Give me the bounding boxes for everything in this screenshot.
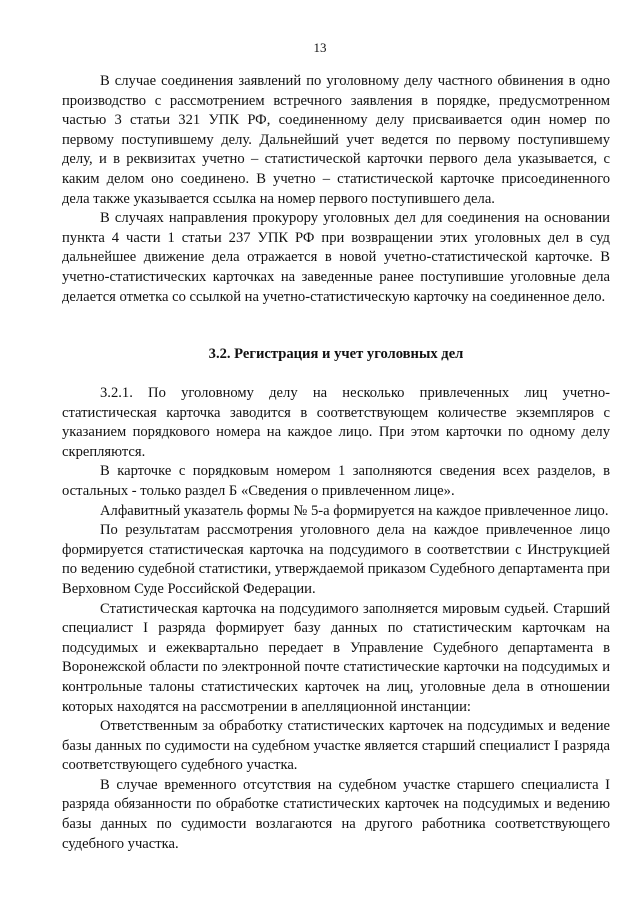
page-number: 13 (313, 40, 327, 55)
paragraph: В случае временного отсутствия на судебном участке старшего специалиста I разряда обязанности по обработке статистических карточек на подсудимых и ведению базы данных по судимости возлагаются на другого работника соответствующего судебного участка. (62, 776, 610, 852)
paragraph: В карточке с порядковым номером 1 заполняются сведения всех разделов, в остальных - только раздел Б «Сведения о привлеченном лице». (62, 463, 610, 499)
paragraph: В случаях направления прокурору уголовных дел для соединения на основании пункта 4 части 1 статьи 237 УПК РФ при возвращении этих уголовных дел в суд дальнейшее движение дела отражается в новой учетно-статистической карточке. В учетно-статистических карточках на заведенные ранее поступившие уголовные дела делается отметка со ссылкой на учетно-статистическую карточку на соединенное дело. (62, 210, 610, 305)
paragraph: Ответственным за обработку статистических карточек на подсудимых и ведение базы данных по судимости на судебном участке является старший специалист I разряда соответствующего судебного участка. (62, 718, 610, 774)
section-registration (62, 384, 610, 854)
section-heading: 3.2. Регистрация и учет уголовных дел (208, 346, 464, 362)
paragraph: В случае соединения заявлений по уголовному делу частного обвинения в одно производство с рассмотрением встречного заявления в порядке, предусмотренном частью 3 статьи 321 УПК РФ, соединенному делу присваивается один номер по первому поступившему делу. Дальнейший учет ведется по первому поступившему делу, и в реквизитах учетно – статистической карточки первого дела указывается, с каким делом оно соединено. В учетно – статистической карточке присоединенного дела также указывается ссылка на номер первого поступившего дела. (62, 73, 610, 207)
paragraph: Алфавитный указатель формы № 5-а формируется на каждое привлеченное лицо. (100, 502, 609, 519)
paragraph: По результатам рассмотрения уголовного дела на каждое привлеченное лицо формируется статистическая карточка на подсудимого в соответствии с Инструкцией по ведению судебной статистики, утверждаемой приказом Судебного департамента при Верховном Суде Российской Федерации. (62, 522, 610, 597)
paragraph: 3.2.1. По уголовному делу на несколько привлеченных лиц учетно-статистическая карточка заводится в соответствующем количестве экземпляров с указанием порядкового номера на каждое лицо. При этом карточки по одному делу скрепляются. (62, 385, 610, 460)
section-intro (62, 72, 610, 307)
paragraph: Статистическая карточка на подсудимого заполняется мировым судьей. Старший специалист I разряда формирует базу данных по статистическим карточкам на подсудимых и ежеквартально передает в Управление Судебного департамента в Воронежской области по электронной почте статистические карточки на подсудимых и контрольные талоны статистических карточек на лиц, уголовные дела в отношении которых находятся на рассмотрении в апелляционной инстанции: (62, 600, 610, 715)
